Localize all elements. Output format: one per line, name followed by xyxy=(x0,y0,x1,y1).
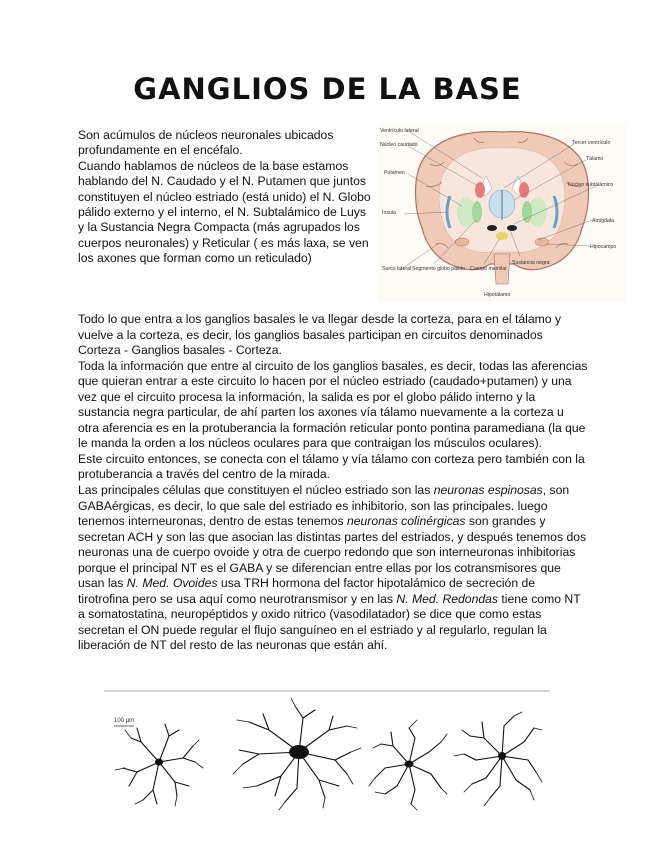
label-talamo: Tálamo xyxy=(586,156,604,162)
intro-paragraph-2: Cuando hablamos de núcleos de la base estamos hablando del N. Caudado y el N. Putamen que juntos constituyen el núcleo estriado (está unido) el N. Globo pálido externo y el interno, el N. Subtalámico de Luys y la Sustancia Negra Compacta (más agrupados los cuerpos neuronales) y Reticular ( es más laxa, se ven los axones que forman como un reticulado) xyxy=(78,158,371,266)
label-cuerpo-mamilar: Cuerpo mamilar xyxy=(470,266,507,272)
substantia-nigra-right xyxy=(507,225,517,231)
intro-paragraph-1: Son acúmulos de núcleos neuronales ubicados profundamente en el encéfalo. xyxy=(78,128,334,158)
label-hipotalamo: Hipotálamo xyxy=(484,292,511,298)
label-amigdala: Amígdala xyxy=(592,218,614,224)
caudate-left xyxy=(475,182,485,198)
neuron-round-soma xyxy=(498,752,506,760)
label-sustancia-negra: Sustancia negra xyxy=(512,260,550,266)
mammillary-body xyxy=(496,232,508,240)
label-ventriculo-lateral: Ventrículo lateral xyxy=(380,128,419,134)
term-neuronas-espinosas: neuronas espinosas xyxy=(433,483,543,498)
neuron-cholinergic-soma xyxy=(289,745,309,759)
body-paragraph-1: Todo lo que entra a los ganglios basales le va llegar desde la corteza, para en el tálamo y vuelve a la corteza, es decir, los ganglios basales participan en circuitos denominados Corteza - Ganglios basales - Corteza. xyxy=(78,312,562,358)
neuron-drawings-figure xyxy=(104,690,550,828)
body-paragraph-2: Toda la información que entre al circuito de los ganglios basales, es decir, todas las aferencias que quieran entrar a este circuito lo hacen por el núcleo estriado (caudado+putamen) y una vez que el circuito procesa la información, la salida es por el globo pálido interno y la sustancia negra particular, de ahí parten los axones vía tálamo nuevamente a la corteza u otra aferencia es en la protuberancia la formación reticular ponto pontina paramediana (la que le manda la orden a los núcleos oculares para que contraigan los músculos oculares). xyxy=(78,358,588,451)
substantia-nigra-left xyxy=(487,225,497,231)
body-paragraph-4: Las principales células que constituyen el núcleo estriado son las neuronas espinosas, son GABAérgicas, es decir, lo que sale del estriado es inhibitorio, son las principales. luego tenemos interneuronas, dentro de estas tenemos neuronas colinérgicas son grandes y secretan ACH y son las que asocian las distintas partes del estriados, y después tenemos dos neuronas una de cuerpo ovoide y otra de cuerpo redondo que son interneuronas inhibitorias porque el principal NT es el GABA y se diferencian entre ellas por los cotransmisores que usan las N. Med. Ovoides usa TRH hormona del factor hipotalámico de secreción de tirotrofina pero se usa aquí como neurotransmisor y en las N. Med. Redondas tiene como NT a somatostatina, neuropéptidos y oxido nitrico (vasodilatador) se dice que como estas secretan el ON puede regular el flujo sanguíneo en el estriado y al regularlo, regulan la liberación de NT del resto de las neuronas que están ahí. xyxy=(78,483,587,653)
label-nucleo-caudado: Núcleo caudado xyxy=(380,142,418,148)
label-tercer-ventriculo: Tercer ventrículo xyxy=(572,140,611,146)
body-paragraph-3: Este circuito entonces, se conecta con el tálamo y vía tálamo con corteza pero también con la protuberancia a través del centro de la mirada. xyxy=(78,451,585,482)
brain-coronal-figure xyxy=(378,124,626,302)
label-putamen: Putamen xyxy=(384,170,405,176)
neuron-round xyxy=(454,712,542,806)
label-hipocampo: Hipocampo xyxy=(590,244,617,250)
label-insula: Ínsula xyxy=(382,210,396,216)
term-n-med-redondas: N. Med. Redondas xyxy=(396,591,499,606)
brain-diagram xyxy=(378,124,626,302)
neuron-spiny-soma xyxy=(155,759,163,766)
label-segmento-globo-palido: Segmento globo pálido xyxy=(412,266,466,272)
term-neuronas-colinergicas: neuronas colinérgicas xyxy=(346,514,466,529)
label-nucleo-subtalamico: Núcleo subtalámico xyxy=(568,182,614,188)
page-title: GANGLIOS DE LA BASE xyxy=(133,72,522,106)
caudate-right xyxy=(519,182,529,198)
label-surco-lateral: Surco lateral xyxy=(382,266,412,272)
globus-pallidus-left xyxy=(472,201,482,223)
term-n-med-ovoides: N. Med. Ovoides xyxy=(126,576,218,591)
neuron-ovoid-soma xyxy=(405,761,414,768)
neuron-diagram xyxy=(104,690,550,828)
intro-text xyxy=(78,128,374,267)
scale-label: 100 µm xyxy=(114,718,135,724)
body-text xyxy=(78,312,588,654)
